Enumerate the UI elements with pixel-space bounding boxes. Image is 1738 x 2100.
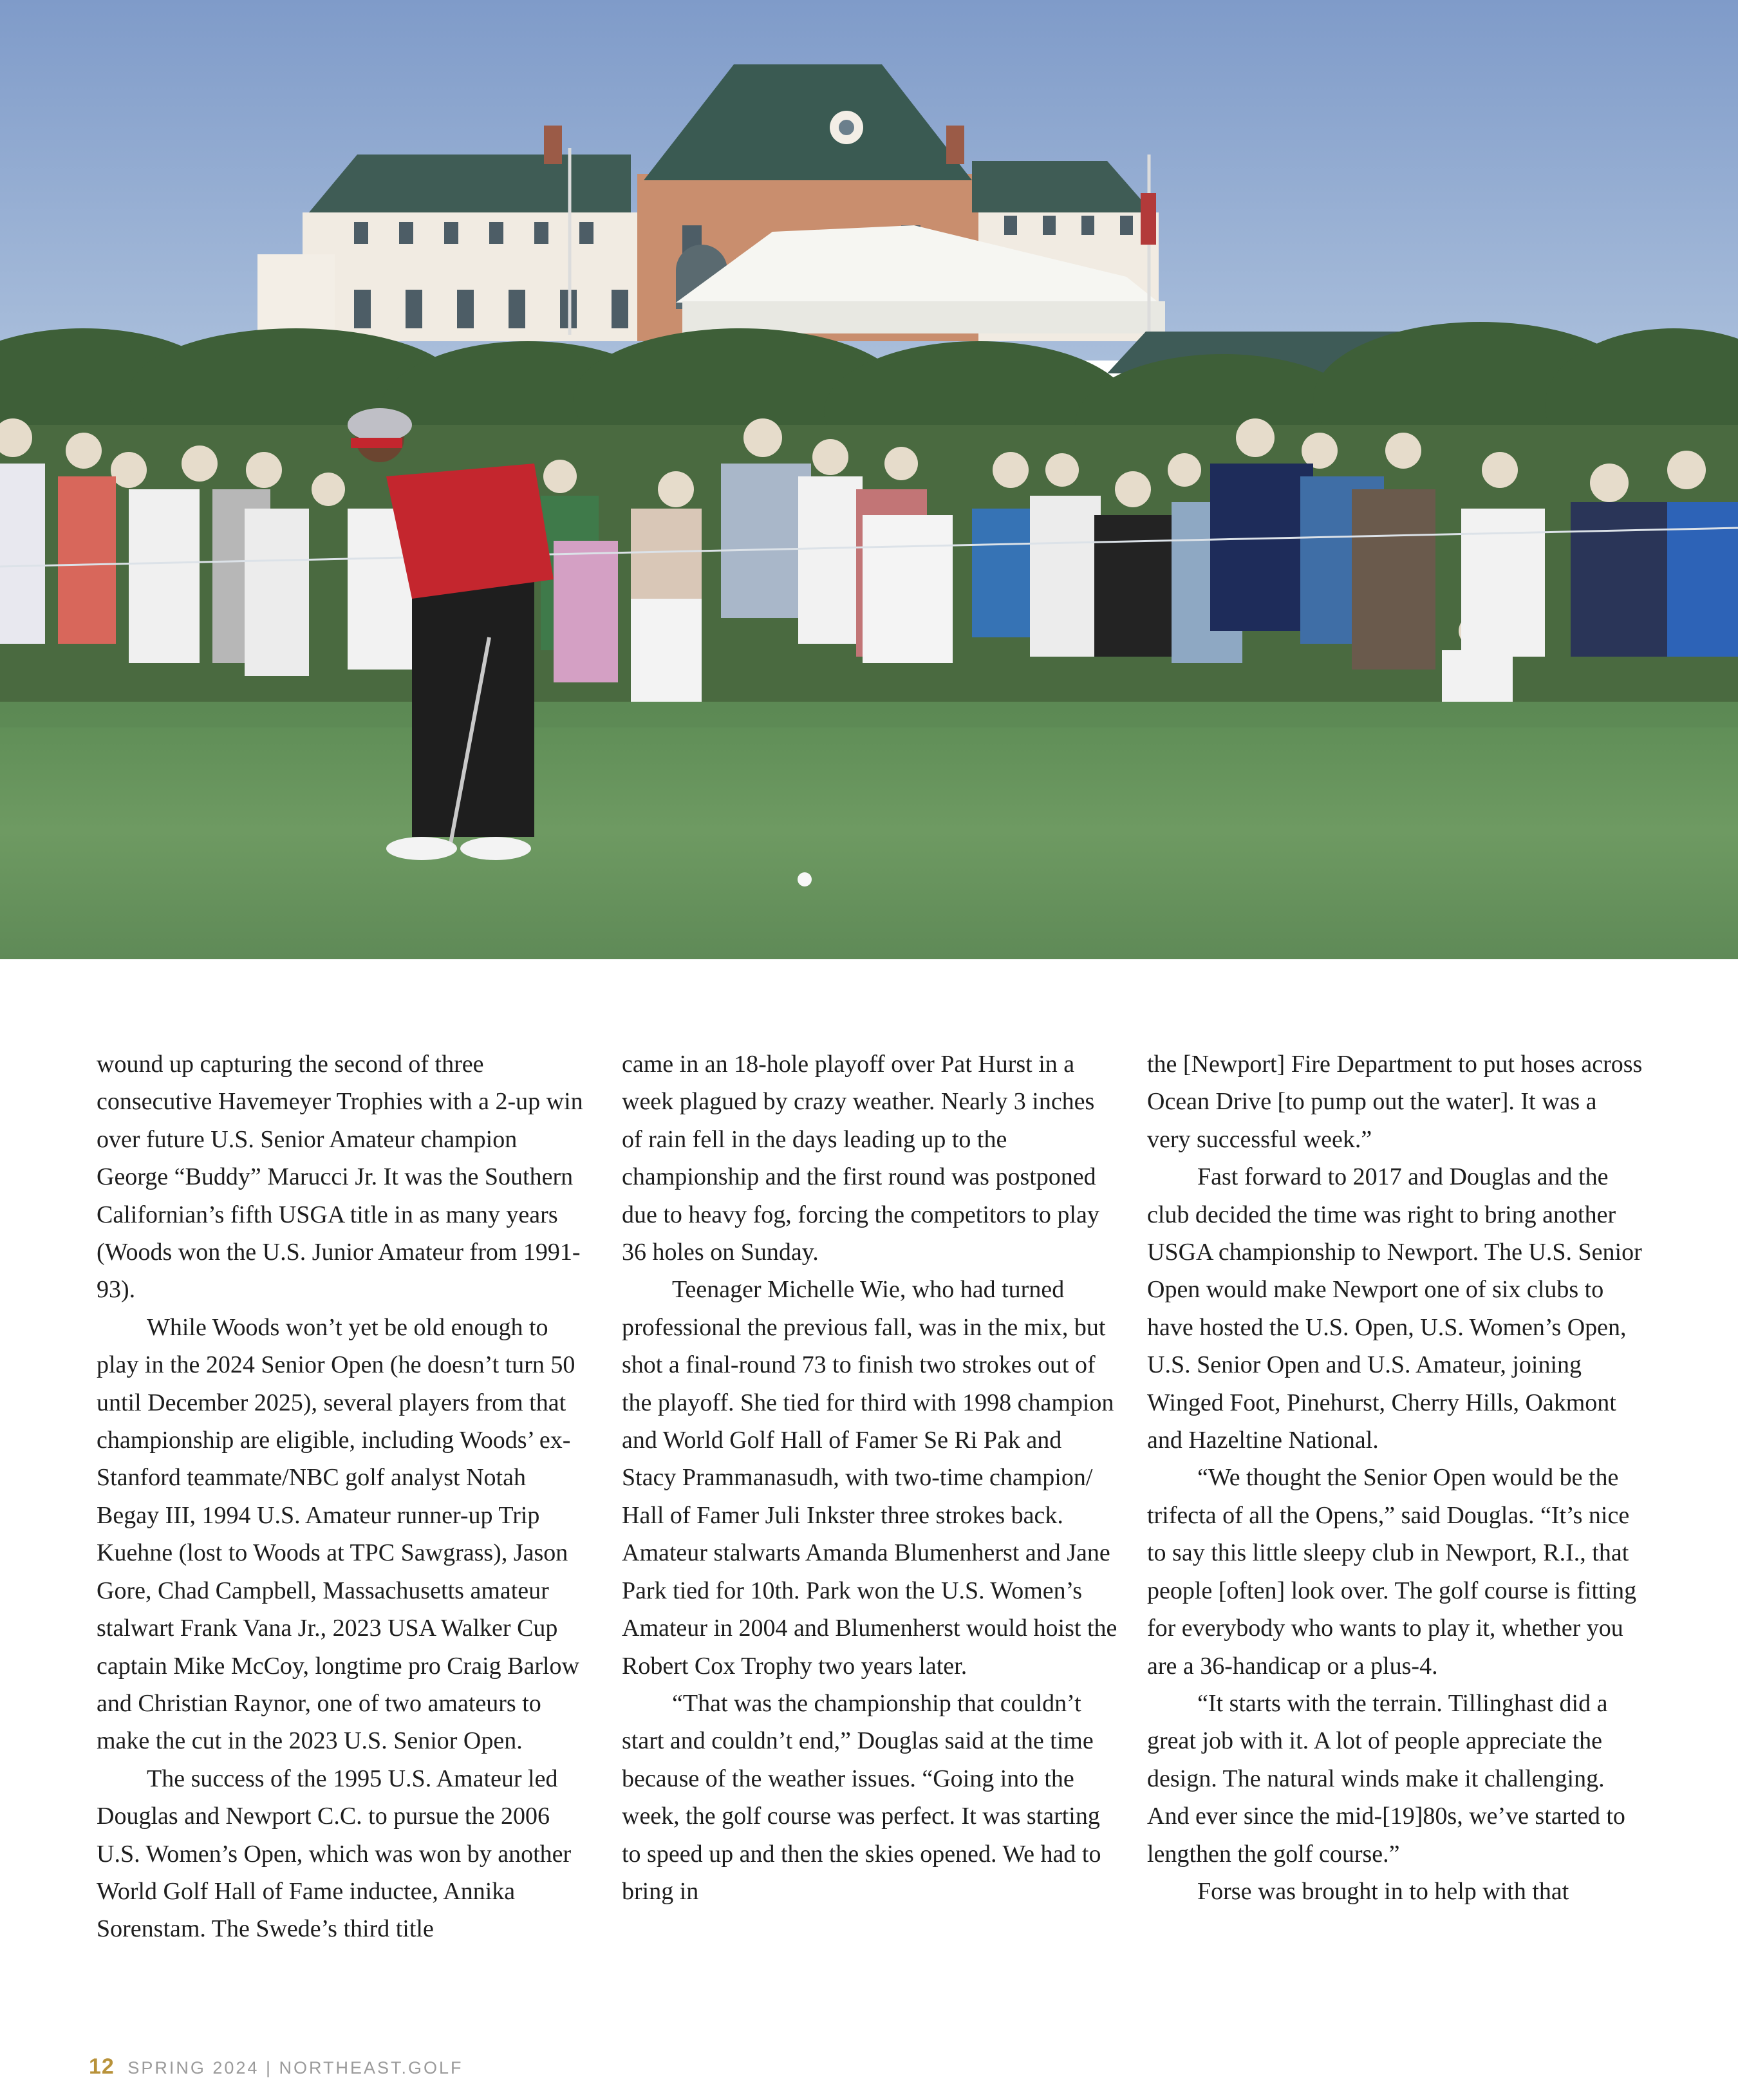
text-column-1: [97, 1045, 592, 1948]
site-link[interactable]: NORTHEAST.GOLF: [279, 2058, 463, 2077]
paragraph: “We thought the Senior Open would be the trifecta of all the Opens,” said Douglas. “It’s nice to say this little sleepy club in Newport, R.I., that people [often] look over. The golf course is fitting for everybody who wants to play it, whether you are a 36-handicap or a plus-4.: [1147, 1464, 1637, 1680]
golf-ball: [798, 872, 812, 886]
paragraph: “It starts with the terrain. Tillinghast did a great job with it. A lot of people appreciate the design. The natural winds make it challenging. And ever since the mid-[19]80s, we’ve started to lengthen the golf course.”: [1147, 1689, 1625, 1868]
paragraph: the [Newport] Fire Department to put hoses across Ocean Drive [to pump out the water]. It was a very successful week.”: [1147, 1051, 1643, 1153]
paragraph: came in an 18-hole playoff over Pat Hurst in a week plagued by crazy weather. Nearly 3 inches of rain fell in the days leading up to the championship and the first round was postponed due to heavy fog, forcing the competitors to play 36 holes on Sunday.: [622, 1051, 1099, 1266]
hero-photo: [0, 0, 1738, 959]
page-number: 12: [89, 2054, 115, 2079]
paragraph: Fast forward to 2017 and Douglas and the club decided the time was right to bring another USGA championship to Newport. The U.S. Senior Open would make Newport one of six clubs to have hosted the U.S. Open, U.S. Women’s Open, U.S. Senior Open and U.S. Amateur, joining Winged Foot, Pinehurst, Cherry Hills, Oakmont and Hazeltine National.: [1147, 1163, 1642, 1454]
paragraph: “That was the championship that couldn’t start and couldn’t end,” Douglas said at the time because of the weather issues. “Going into the week, the golf course was perfect. It was starting to speed up and then the skies opened. We had to bring in: [622, 1689, 1101, 1905]
paragraph: Teenager Michelle Wie, who had turned professional the previous fall, was in the mix, but shot a final-round 73 to finish two strokes out of the playoff. She tied for third with 1998 champion and World Golf Hall of Famer Se Ri Pak and Stacy Prammanasudh, with two-time champion/ Hall of Famer Juli Inkster three strokes back. Amateur stalwarts Amanda Blumenherst and Jane Park tied for 10th. Park won the U.S. Women’s Amateur in 2004 and Blumenherst would hoist the Robert Cox Trophy two years later.: [622, 1276, 1117, 1680]
issue-label: SPRING 2024: [127, 2058, 259, 2077]
paragraph: wound up capturing the second of three consecutive Havemeyer Trophies with a 2-up win over future U.S. Senior Amateur champion George “Buddy” Marucci Jr. It was the Southern Californian’s fifth USGA title in as many years (Woods won the U.S. Junior Amateur from 1991-93).: [97, 1051, 583, 1304]
putting-green: [0, 702, 1738, 959]
paragraph: The success of the 1995 U.S. Amateur led Douglas and Newport C.C. to pursue the 2006 U.S. Women’s Open, which was won by another World Golf Hall of Fame inductee, Annika Sorenstam. The Swede’s third title: [97, 1765, 572, 1943]
text-column-2: [622, 1045, 1117, 1910]
text-column-3: [1147, 1045, 1643, 1910]
paragraph: Forse was brought in to help with that: [1197, 1877, 1569, 1905]
paragraph: While Woods won’t yet be old enough to play in the 2024 Senior Open (he doesn’t turn 50 until December 2025), several players from that championship are eligible, including Woods’ ex-Stanford teammate/NBC golf analyst Notah Begay III, 1994 U.S. Amateur runner-up Trip Kuehne (lost to Woods at TPC Sawgrass), Jason Gore, Chad Campbell, Massachusetts amateur stalwart Frank Vana Jr., 2023 USA Walker Cup captain Mike McCoy, longtime pro Craig Barlow and Christian Raynor, one of two amateurs to make the cut in the 2023 U.S. Senior Open.: [97, 1313, 579, 1755]
footer-separator: |: [265, 2058, 272, 2077]
page-footer: [89, 2054, 463, 2079]
